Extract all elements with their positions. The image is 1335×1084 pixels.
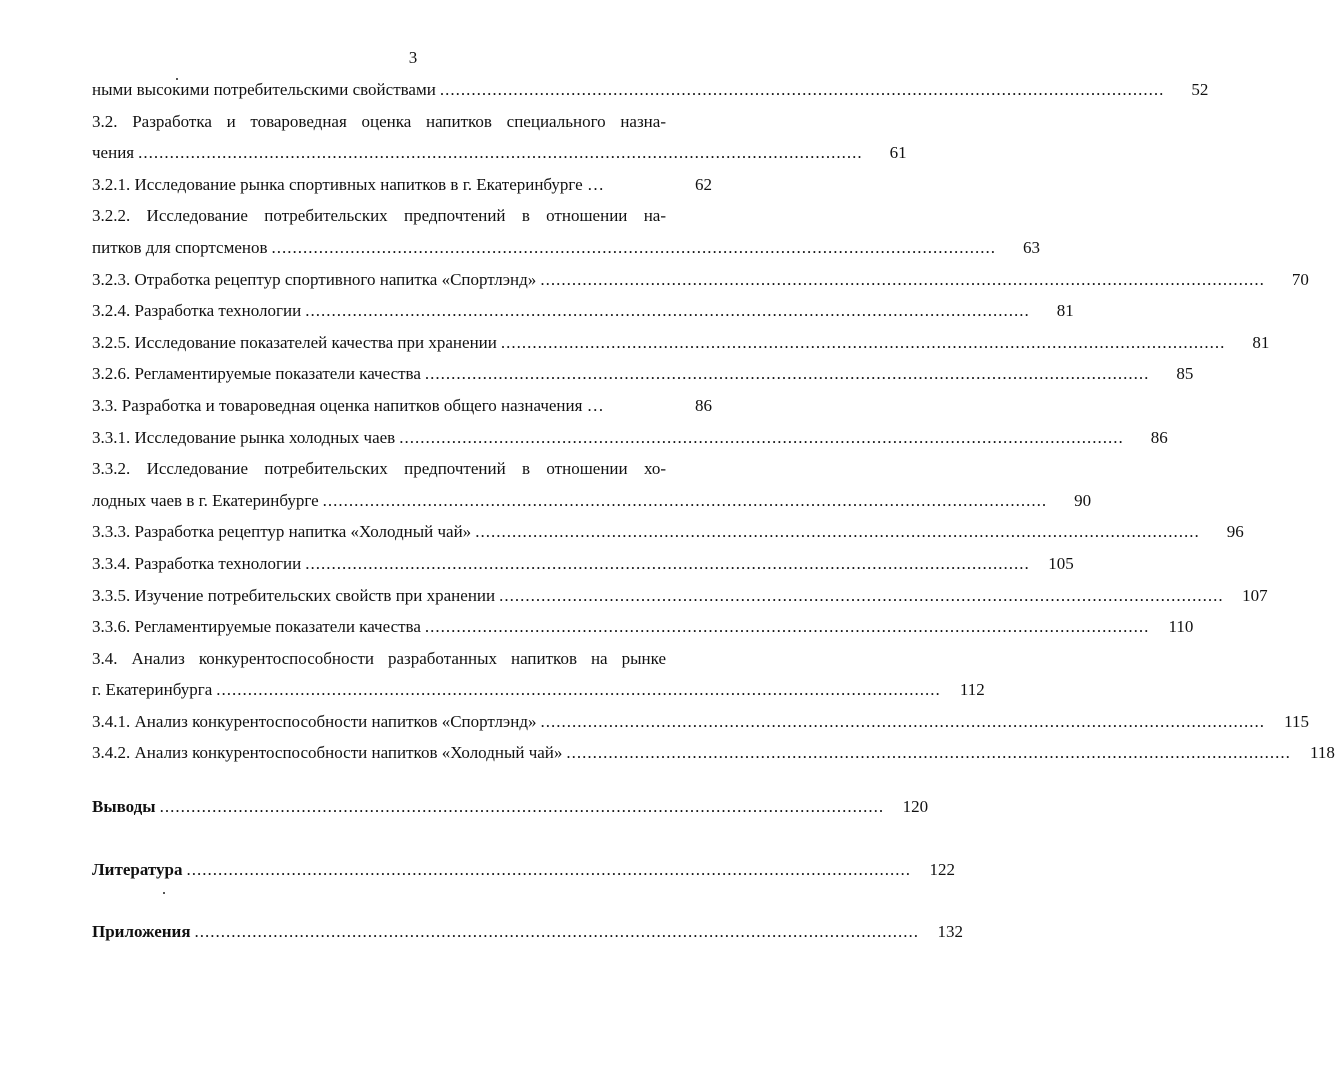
toc-entry-title: 3.3. Разработка и товароведная оценка напитков общего назначения … [92,395,604,415]
toc-entry-title: 3.4.1. Анализ конкурентоспособности напитков «Спортлэнд» [92,711,537,731]
toc-section-title: Литература [92,859,183,879]
toc-entry-page: 70 [1291,269,1309,289]
toc-entry-title: 3.2.1. Исследование рынка спортивных напитков в г. Екатеринбурге … [92,174,604,194]
scan-speck [163,892,165,894]
toc-entry-title: 3.2.6. Регламентируемые показатели качества [92,364,421,384]
toc-entry-page: 105 [1048,553,1074,573]
toc-entry-page: 85 [1176,364,1194,384]
toc-entry-page: 110 [1168,617,1194,637]
toc-entry-title: г. Екатеринбурга [92,680,213,700]
toc-section-page: 132 [937,922,964,942]
toc-entry-line-wrapped: 3.3.2. Исследование потребительских предпочтений в отношении хо- [92,459,666,479]
toc-entry-page: 90 [1074,490,1092,510]
dot-leader: .......................................................................................................................................... [159,797,885,817]
toc-entry-line-wrapped: 3.2.2. Исследование потребительских предпочтений в отношении на- [92,206,666,226]
toc-entry [92,580,1268,612]
toc-entry-line-wrapped: 3.4. Анализ конкурентоспособности разработанных напитков на рынке [92,648,666,668]
toc-entry-page: 96 [1226,522,1244,542]
toc-entry [92,548,1074,580]
toc-section [92,791,929,823]
toc-entry [92,390,712,422]
toc-entry-page: 112 [959,680,985,700]
toc-entry [92,737,1335,769]
dot-leader: .......................................................................................................................................... [305,301,1030,321]
dot-leader: .......................................................................................................................................... [540,269,1265,289]
toc-section [92,916,964,948]
scan-speck [176,78,178,80]
toc-entry-page: 115 [1284,711,1309,731]
dot-leader: .......................................................................................................................................... [500,332,1226,352]
dot-leader: .......................................................................................................................................... [138,143,863,163]
toc-entry [92,169,712,201]
page-number: 3 [408,48,418,67]
dot-leader: .......................................................................................................................................... [305,553,1030,573]
toc-entry [92,264,1309,296]
dot-leader: .......................................................................................................................................... [475,522,1200,542]
toc-entry-page: 86 [1150,427,1168,447]
dot-leader: .......................................................................................................................................... [499,585,1224,605]
toc-entry [92,74,1209,106]
toc-entry-title: 3.3.3. Разработка рецептур напитка «Холодный чай» [92,522,472,542]
toc-entry-title: 3.3.6. Регламентируемые показатели качества [92,617,421,637]
toc-entry-page: 61 [889,143,907,163]
toc-section-page: 122 [929,859,955,879]
toc-entry [92,295,1074,327]
toc-entry-title: 3.3.1. Исследование рынка холодных чаев [92,427,396,447]
toc-entry [92,516,1244,548]
toc-entry-title: ными высокими потребительскими свойствами [92,80,436,99]
toc-entry-page: 62 [695,174,712,194]
toc-section-title: Выводы [92,797,156,817]
toc-entry [92,674,985,706]
toc-entry [92,422,1168,454]
toc-section-page: 120 [902,797,929,817]
dot-leader: .......................................................................................................................................... [216,680,941,700]
toc-entry-title: лодных чаев в г. Екатеринбурге [92,490,319,510]
toc-entry [92,232,1041,264]
dot-leader: .......................................................................................................................................... [566,743,1291,763]
dot-leader: .......................................................................................................................................... [399,427,1124,447]
toc-entry-title: питков для спортсменов [92,237,268,257]
toc-entry-page: 81 [1252,332,1270,352]
toc-entry-line-wrapped: 3.2. Разработка и товароведная оценка напитков специального назна- [92,111,666,131]
dot-leader: .......................................................................................................................................... [186,859,911,879]
dot-leader: .......................................................................................................................................... [271,237,997,257]
toc-entry-title: 3.4.2. Анализ конкурентоспособности напитков «Холодный чай» [92,743,563,763]
dot-leader: .......................................................................................................................................... [439,80,1165,99]
dot-leader: .......................................................................................................................................... [424,364,1150,384]
toc-entry-page: 81 [1056,301,1074,321]
toc-entry-page: 107 [1242,585,1268,605]
table-of-contents [92,74,1335,948]
toc-entry-title: 3.3.4. Разработка технологии [92,553,302,573]
toc-entry-page: 86 [695,395,712,415]
toc-entry [92,137,907,169]
toc-entry [92,706,1309,738]
toc-entry-page: 118 [1310,743,1335,763]
toc-section [92,854,955,886]
toc-entry [92,485,1092,517]
toc-entry [92,611,1194,643]
toc-entry-title: 3.3.5. Изучение потребительских свойств при хранении [92,585,496,605]
toc-entry-title: 3.2.5. Исследование показателей качества при хранении [92,332,497,352]
toc-entry [92,358,1194,390]
toc-section-title: Приложения [92,922,191,942]
toc-entry-page: 63 [1023,237,1041,257]
toc-entry-title: 3.2.4. Разработка технологии [92,301,302,321]
dot-leader: .......................................................................................................................................... [322,490,1048,510]
toc-entry-title: 3.2.3. Отработка рецептур спортивного напитка «Спортлэнд» [92,269,537,289]
dot-leader: .......................................................................................................................................... [194,922,920,942]
dot-leader: .......................................................................................................................................... [540,711,1265,731]
dot-leader: .......................................................................................................................................... [424,617,1150,637]
toc-entry [92,327,1270,359]
toc-entry-page: 52 [1191,80,1209,99]
toc-entry-title: чения [92,143,135,163]
